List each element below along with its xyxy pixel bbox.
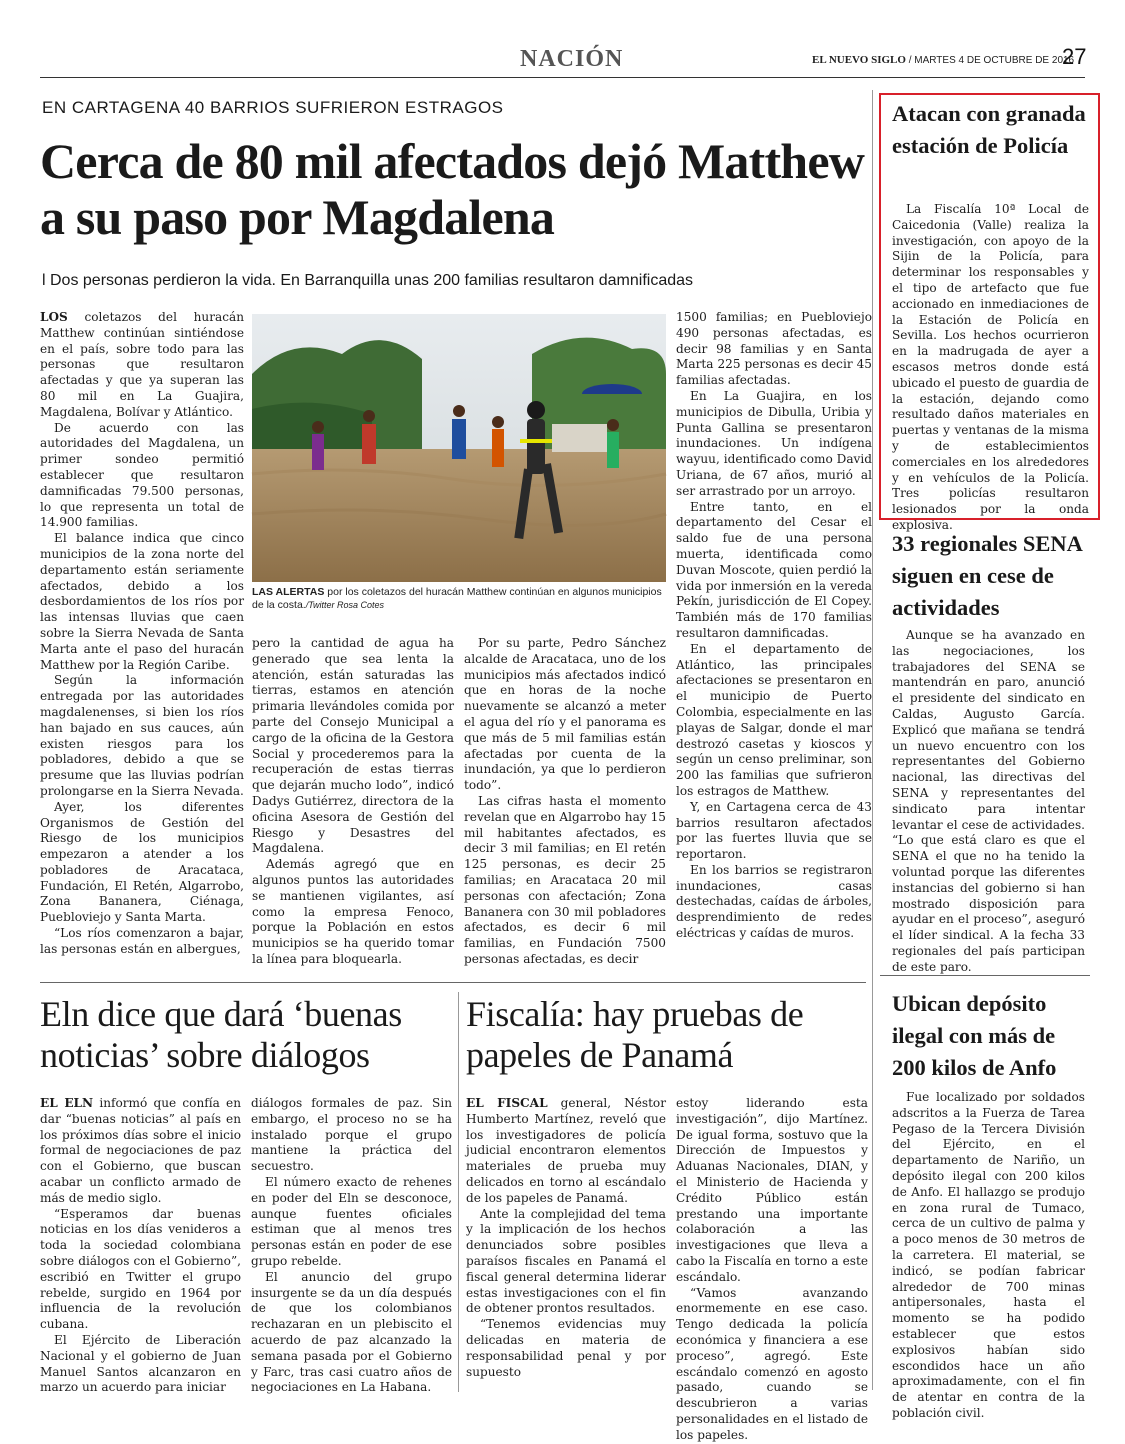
main-col4-p6: En los barrios se registraron inundaciones, casas destechadas, caídas de árboles, desprendimiento de redes eléctricas y caídas de muros. [676,862,872,941]
main-col2-p1: pero la cantidad de agua ha generado que sea lenta la atención, están saturadas las tierras, estamos en atención primaria llevándoles comida por parte del Consejo Municipal a cargo de la oficina de la Gestora Social y procederemos para la recuperación de estas tierras que dejarán mucho lodo”, indicó Dadys Gutiérrez, directora de la oficina Asesora de Gestión del Riesgo y Desastres del Magdalena. [252,636,454,856]
main-col2-p2: Además agregó que en algunos puntos las autoridades se mantienen vigilantes, así como la empresa Fenoco, porque la Población en estos municipios se ha querido tomar la línea para bloquearla. [252,857,454,966]
eln-col1-p3: El Ejército de Liberación Nacional y el gobierno de Juan Manuel Santos alcanzaron en marzo un acuerdo para iniciar [40,1332,241,1395]
fiscalia-col2-p1: estoy liderando esta investigación”, dijo Martínez. De igual forma, sostuvo que la Dirección de Impuestos y Aduanas Nacionales, DIAN, y el Ministerio de Hacienda y Crédito Público están prestando una importante colaboración a las investigaciones que lleva a cabo la Fiscalía en torno a este escándalo. [676,1096,868,1284]
fiscalia-col1-p1: EL FISCAL general, Néstor Humberto Martínez, reveló que los investigadores de policía judicial encontraron elementos materiales de prueba muy delicados en torno al escándalo de los papeles de Panamá. [466,1096,666,1205]
caption-lead: LAS ALERTAS [252,586,325,598]
main-headline: Cerca de 80 mil afectados dejó Matthew a su paso por Magdalena [40,133,865,245]
eln-col1-p2: “Esperamos dar buenas noticias en los días venideros a toda la sociedad colombiana sobre diálogos con el Gobierno”, escribió en Twitter el grupo rebelde, surgido en 1964 por influencia de la revolución cubana. [40,1206,241,1332]
anfo-headline: Ubican depósito ilegal con más de 200 kilos de Anfo [892,991,1057,1080]
caption-text: por los coletazos del huracán Matthew continúan en algunos municipios de la costa. [252,586,662,611]
granada-headline: Atacan con granada estación de Policía [892,101,1086,158]
fiscalia-col2-p2: “Vamos avanzando enormemente en ese caso. Tengo dedicada la policía económica y financiera a ese proceso”, agregó. Este escándalo comenzó en agosto pasado, cuando se descubrieron a varias personalidades en el listado de los papeles. [676,1285,868,1442]
eln-lead: EL ELN [40,1096,94,1110]
fiscalia-headline: Fiscalía: hay pruebas de papeles de Panamá [466,994,804,1075]
eln-col1-p1: EL ELN informó que confía en dar “buenas noticias” al país en los próximos días sobre el inicio formal de negociaciones de paz con el Gobierno, que buscan acabar un conflicto armado de más de medio siglo. [40,1096,241,1205]
main-subhead: l Dos personas perdieron la vida. En Barranquilla unas 200 familias resultaron damnificadas [42,272,694,289]
main-kicker: EN CARTAGENA 40 BARRIOS SUFRIERON ESTRAGOS [42,98,504,117]
fiscalia-col-1 [466,1096,666,1396]
main-col-1 [40,310,244,975]
sena-headline: 33 regionales SENA siguen en cese de actividades [892,531,1082,620]
main-lead: LOS [40,310,68,324]
sidebar-divider [872,90,873,1390]
eln-col-1 [40,1096,241,1396]
main-col3-p2: Las cifras hasta el momento revelan que en Algarrobo hay 15 mil habitantes afectados, es decir 3 mil familias; en El retén 125 personas, es decir 25 familias; en Aracataca 20 mil personas con afectación; Zona Bananera con 30 mil pobladores afectados, es decir 6 mil familias, en Fundación 7500 personas afectadas, es decir [464,793,666,966]
main-col1-p5: Ayer, los diferentes Organismos de Gestión del Riesgo de los municipios empezaron a atender a los pobladores de Aracataca, Fundación, El Retén, Algarrobo, Zona Bananera, Ciénaga, Puebloviejo y Santa Marta. [40,799,244,925]
eln-col2-p3: El anuncio del grupo insurgente se da un día después de que los colombianos rechazaran en un plebiscito el acuerdo de paz alcanzado la semana pasada por el Gobierno y Farc, tras casi cuatro años de negociaciones en La Habana. [251,1269,452,1395]
eln-col-2 [251,1096,452,1396]
fiscalia-lead: EL FISCAL [466,1096,548,1110]
eln-headline: Eln dice que dará ‘buenas noticias’ sobre diálogos [40,994,402,1075]
main-col1-p4: Según la información entregada por las autoridades magdalenenses, si bien los ríos han bajado en sus cauces, aún existen riesgos para los pobladores, debido a que se presume que las lluvias podrían prolongarse en la Sierra Nevada. [40,673,244,798]
main-col1-p6: “Los ríos comenzaron a bajar, las personas están en albergues, [40,926,244,956]
page-number: 27 [1062,44,1087,69]
main-col4-p5: Y, en Cartagena cerca de 43 barrios resultaron afectados por las fuertes lluvia que se reportaron. [676,799,872,862]
issue-date: / MARTES 4 DE OCTUBRE DE 2016 [908,55,1075,66]
main-col-4 [676,310,872,975]
flood-photo-illustration [252,314,666,582]
main-col1-p3: El balance indica que cinco municipios de la zona norte del departamento están seriamente afectados, debido a los desbordamientos de los ríos por las intensas lluvias que caen sobre la Sierra Nevada de Santa Marta ante el paso del huracán Matthew por la Región Caribe. [40,531,244,672]
paper-name: EL NUEVO SIGLO [812,54,906,66]
sidebar-rule [880,975,1090,976]
main-col4-p1: 1500 familias; en Puebloviejo 490 personas afectadas, es decir 98 familias y en Santa Marta 225 personas es decir 45 familias afectadas. [676,310,872,388]
main-col1-p2: De acuerdo con las autoridades del Magdalena, un primer sondeo permitió establecer que resultaron damnificadas 79.500 personas, lo que representa un total de 14.900 familias. [40,420,244,530]
main-col4-p2: En La Guajira, en los municipios de Dibulla, Uribia y Punta Gallina se presentaron inundaciones. Un indígena wayuu, identificado como David Uriana, de 67 años, murió al ser arrastrado por un arroyo. [676,388,872,498]
eln-col2-p1: diálogos formales de paz. Sin embargo, el proceso no se ha instalado porque el grupo mantiene la práctica del secuestro. [251,1096,452,1174]
fiscalia-col-2 [676,1096,868,1442]
caption-credit: /Twitter Rosa Cotes [305,600,385,610]
main-col4-p4: En el departamento de Atlántico, las principales afectaciones se presentaron en el municipio de Puerto Colombia, especialmente en las playas de Salgar, donde el mar destrozó casetas y kioscos y según un censo preliminar, son 200 las familias que sufrieron los estragos de Matthew. [676,641,872,798]
main-col4-p3: Entre tanto, en el departamento del Cesar el saldo fue de una persona muerta, identificada como Duvan Moscote, quien perdió la vida por inmersión en la vereda Pekín, jurisdicción de El Copey. También más de 170 familias resultaron damnificadas. [676,499,872,640]
eln-col2-p2: El número exacto de rehenes en poder del Eln se desconoce, aunque fuentes oficiales estiman que al menos tres personas están en poder de ese grupo rebelde. [251,1174,452,1268]
bottom-divider [458,992,459,1392]
anfo-body: Fue localizado por soldados adscritos a la Fuerza de Tarea Pegaso de la Tercera División del Ejército, en el departamento de Nariño, un depósito ilegal con 200 kilos de Anfo. El hallazgo se produjo en zona rural de Tumaco, cerca de un cultivo de palma y a poco menos de 30 metros de la carretera. El material, se indicó, se podían fabricar alrededor de 700 minas antipersonales, hasta el momento se ha podido establecer que estos explosivos habían sido escondidos hace un año aproximadamente, con el fin de atentar en contra de la población civil. [892,1090,1085,1420]
issue-line [812,54,1074,66]
main-col-3 [464,636,666,976]
flood-photo [252,314,666,582]
sena-body: Aunque se ha avanzado en las negociaciones, los trabajadores del SENA se mantendrán en paro, anunció el presidente del sindicato en Caldas, Augusto García. Explicó que mañana se tendrá un nuevo encuentro con los representantes del Gobierno nacional, las directivas del SENA y representantes del sindicato para intentar levantar el cese de actividades. “Lo que está claro es que el SENA el que no ha tenido la voluntad porque las diferentes instancias del gobierno si han mostrado disposición para ayudar en el proceso”, aseguró el líder sindical. A la fecha 33 regionales del país participan de este paro. [892,628,1085,974]
main-col-2 [252,636,454,976]
fiscalia-col1-p3: “Tenemos evidencias muy delicadas en materia de responsabilidad penal y por supuesto [466,1317,666,1379]
main-col1-p1: LOS coletazos del huracán Matthew continúan sintiéndose en el país, sobre todo para las personas que resultaron afectadas y que ya superan las 80 mil en La Guajira, Magdalena, Bolívar y Atlántico. [40,310,244,419]
fiscalia-col1-p2: Ante la complejidad del tema y la implicación de los hechos denunciados sobre posibles paraísos fiscales en Panamá el fiscal general determina liderar estas investigaciones con el fin de obtener prontos resultados. [466,1206,666,1316]
main-bottom-rule [40,982,866,983]
header-rule [40,77,1085,78]
main-col3-p1: Por su parte, Pedro Sánchez alcalde de Aracataca, uno de los municipios más afectados indicó que en horas de la noche nuevamente se alcanzó a meter el agua del río y el panorama es que más de 5 mil familias están afectadas por cuenta de la inundación, ya que lo perdieron todo”. [464,636,666,793]
photo-caption [252,586,666,612]
section-title: NACIÓN [520,46,624,72]
granada-body: La Fiscalía 10ª Local de Caicedonia (Valle) realiza la investigación, con apoyo de la Sijin de la Policía, para determinar los responsables y el tipo de artefacto que fue accionado en inmediaciones de la Estación de Policía en Sevilla. Los hechos ocurrieron en la madrugada de ayer a escasos metros donde está ubicado el puesto de guardia de la estación, dejando como resultado daños materiales en puertas y ventanas de la misma y de establecimientos comerciales en los alrededores y en vehículos de la Policía. Tres policías resultaron lesionados por la onda explosiva. [892,202,1089,532]
